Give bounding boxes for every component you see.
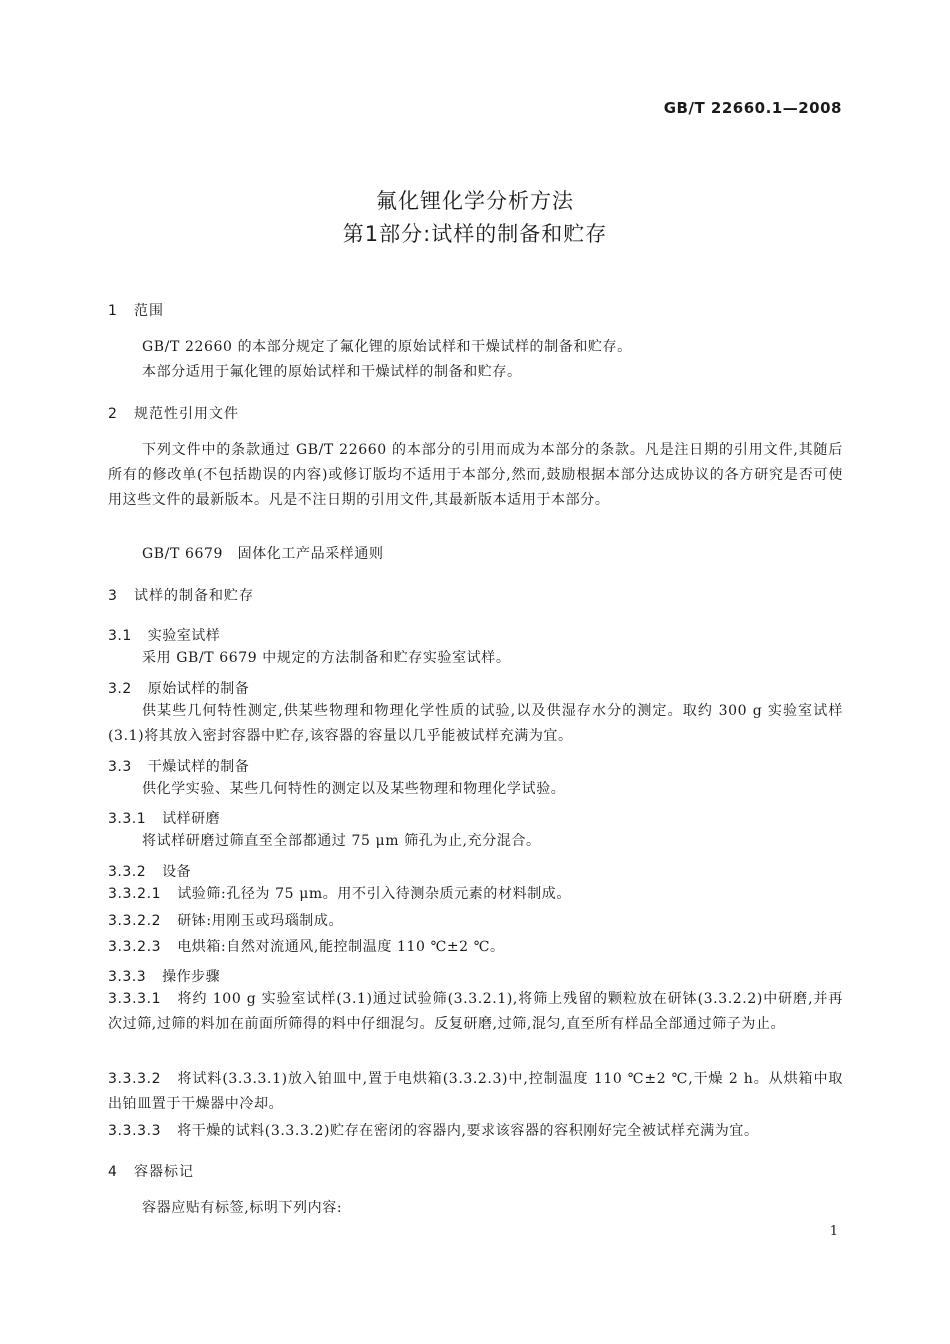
clause-text: 将约 100 g 实验室试样(3.1)通过试验筛(3.3.2.1),将筛上残留的颗粒放在研钵(3.3.2.2)中研磨,并再次过筛,过筛的料加在前面所筛得的料中仔细混匀。反复研磨,过筛,混匀,直至所有样品全部通过筛子为止。: [108, 991, 843, 1032]
clause-number: 3.3.2.2: [108, 913, 162, 929]
clause-text: 电烘箱:自然对流通风,能控制温度 110 ℃±2 ℃。: [177, 939, 505, 955]
clause-text: 将试料(3.3.3.1)放入铂皿中,置于电烘箱(3.3.2.3)中,控制温度 110 ℃±2 ℃,干燥 2 h。从烘箱中取出铂皿置于干燥器中冷却。: [108, 1071, 843, 1112]
clause-text: 将干燥的试料(3.3.3.2)贮存在密闭的容器内,要求该容器的容积刚好完全被试样充满为宜。: [177, 1123, 759, 1139]
section-1-heading: [108, 300, 164, 320]
subsection-title: 原始试样的制备: [147, 681, 250, 697]
clause-3-3-3-3: [108, 1119, 843, 1144]
document-title-line2: 第1部分:试样的制备和贮存: [342, 222, 608, 246]
subsection-3-2-heading: [108, 678, 249, 698]
subsection-3-3-3-heading: [108, 966, 220, 986]
section-2-heading: [108, 403, 239, 423]
subsection-number: 3.3.3: [108, 969, 147, 985]
subsection-number: 3.3: [108, 759, 132, 775]
subsection-3-3-2-heading: [108, 861, 191, 881]
clause-number: 3.3.3.1: [108, 991, 162, 1007]
clause-text: 研钵:用刚玉或玛瑙制成。: [177, 913, 344, 929]
subsection-3-3-1-para: 将试样研磨过筛直至全部都通过 75 μm 筛孔为止,充分混合。: [142, 833, 541, 849]
section-title: 容器标记: [134, 1164, 194, 1180]
subsection-number: 3.2: [108, 681, 132, 697]
subsection-3-1-para: 采用 GB/T 6679 中规定的方法制备和贮存实验室试样。: [142, 650, 511, 666]
section-1-para-2: 本部分适用于氟化锂的原始试样和干燥试样的制备和贮存。: [142, 364, 522, 380]
clause-3-3-2-2: [108, 909, 843, 934]
section-number: 3: [108, 588, 118, 604]
section-title: 规范性引用文件: [134, 406, 239, 422]
page-number: 1: [829, 1224, 838, 1239]
section-4-para: 容器应贴有标签,标明下列内容:: [142, 1200, 343, 1216]
section-number: 1: [108, 303, 118, 319]
section-title: 范围: [134, 303, 164, 319]
subsection-title: 设备: [162, 864, 192, 880]
document-title-line1: 氟化锂化学分析方法: [376, 189, 574, 213]
subsection-title: 操作步骤: [162, 969, 221, 985]
subsection-title: 试样研磨: [162, 811, 221, 827]
normative-reference: GB/T 6679 固体化工产品采样通则: [142, 546, 384, 562]
clause-number: 3.3.3.2: [108, 1071, 162, 1087]
section-3-heading: [108, 585, 254, 605]
standard-number: GB/T 22660.1—2008: [663, 99, 842, 117]
section-title: 试样的制备和贮存: [134, 588, 254, 604]
section-number: 4: [108, 1164, 118, 1180]
subsection-3-1-heading: [108, 625, 220, 645]
clause-3-3-3-1: [108, 987, 843, 1037]
subsection-number: 3.3.1: [108, 811, 147, 827]
clause-number: 3.3.2.1: [108, 886, 162, 902]
clause-3-3-3-2: [108, 1067, 843, 1117]
subsection-title: 实验室试样: [147, 628, 221, 644]
subsection-number: 3.1: [108, 628, 132, 644]
subsection-3-3-1-heading: [108, 808, 220, 828]
section-4-heading: [108, 1161, 194, 1181]
clause-number: 3.3.3.3: [108, 1123, 162, 1139]
section-1-para-1: GB/T 22660 的本部分规定了氟化锂的原始试样和干燥试样的制备和贮存。: [142, 339, 632, 355]
section-2-para-1: 下列文件中的条款通过 GB/T 22660 的本部分的引用而成为本部分的条款。凡是注日期的引用文件,其随后所有的修改单(不包括勘误的内容)或修订版均不适用于本部分,然而,鼓励根据本部分达成协议的各方研究是否可使用这些文件的最新版本。凡是不注日期的引用文件,其最新版本适用于本部分。: [108, 442, 843, 508]
section-number: 2: [108, 406, 118, 422]
subsection-3-3-heading: [108, 756, 249, 776]
clause-3-3-2-3: [108, 935, 843, 960]
subsection-3-3-para: 供化学实验、某些几何特性的测定以及某些物理和物理化学试验。: [142, 781, 566, 797]
clause-number: 3.3.2.3: [108, 939, 162, 955]
subsection-title: 干燥试样的制备: [147, 759, 250, 775]
subsection-number: 3.3.2: [108, 864, 147, 880]
clause-3-3-2-1: [108, 882, 843, 907]
clause-text: 试验筛:孔径为 75 μm。用不引入待测杂质元素的材料制成。: [177, 886, 571, 902]
subsection-3-2-para: 供某些几何特性测定,供某些物理和物理化学性质的试验,以及供湿存水分的测定。取约 300 g 实验室试样(3.1)将其放入密封容器中贮存,该容器的容量以几乎能被试样充满为宜。: [108, 703, 843, 744]
